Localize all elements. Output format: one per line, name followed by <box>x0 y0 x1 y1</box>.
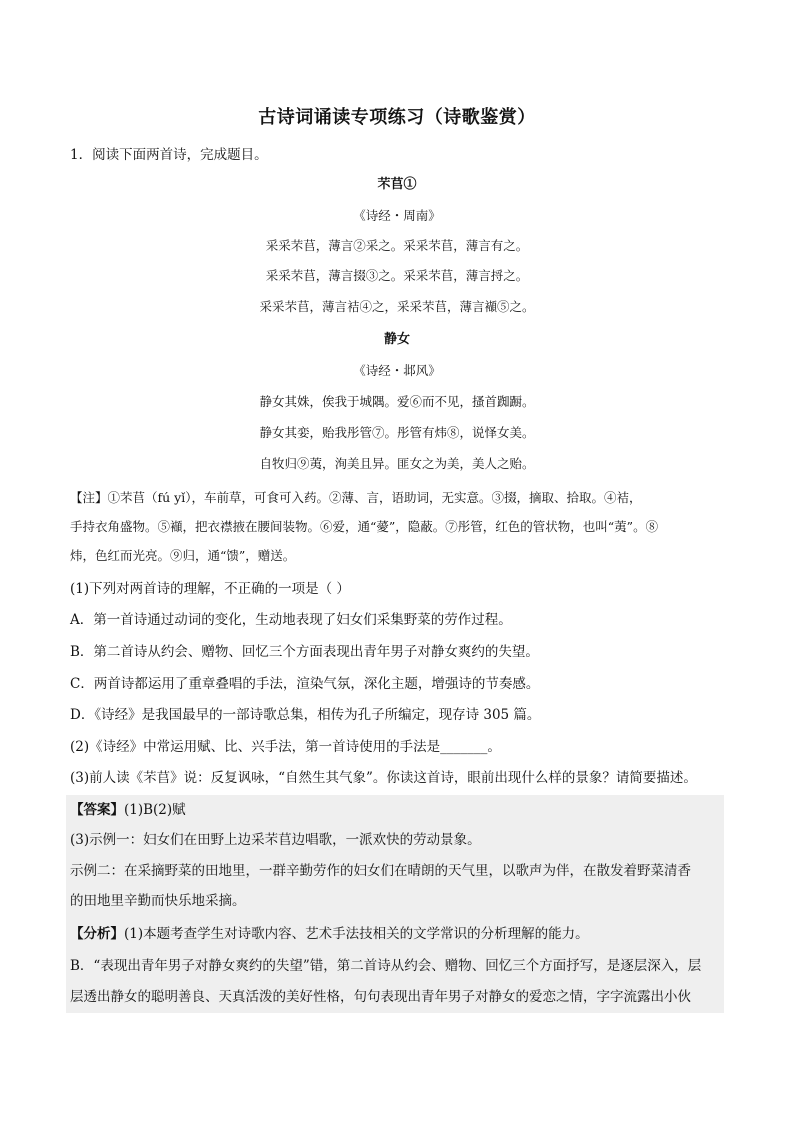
analysis-line <box>70 925 589 943</box>
notes-line: 【注】①芣苢（fú yǐ），车前草，可食可入药。②薄、言，语助词，无实意。③掇，摘取、拾取。④袺， <box>70 490 642 505</box>
answer-label: 【答案】 <box>70 802 124 818</box>
answer-example-2-cont: 的田地里辛勤而快乐地采摘。 <box>70 893 246 909</box>
poem1-title: 芣苢① <box>377 177 417 192</box>
option-d: D．《诗经》是我国最早的一部诗歌总集，相传为孔子所编定，现存诗 305 篇。 <box>70 707 541 723</box>
poem1-line: 采采芣苢，薄言袺④之，采采芣苢，薄言襭⑤之。 <box>259 299 535 314</box>
answer-text: (1)B(2)赋 <box>124 802 186 818</box>
answer-example-1: (3)示例一：妇女们在田野上边采芣苢边唱歌，一派欢快的劳动景象。 <box>70 832 481 848</box>
analysis-label: 【分析】 <box>70 926 124 942</box>
page-title: 古诗词诵读专项练习（诗歌鉴赏） <box>258 107 536 128</box>
question-1: (1)下列对两首诗的理解，不正确的一项是（ ） <box>70 581 350 597</box>
poem2-line: 静女其姝，俟我于城隅。爱⑥而不见，搔首踟蹰。 <box>259 394 535 409</box>
analysis-body: B．“表现出青年男子对静女爽约的失望”错，第二首诗从约会、赠物、回忆三个方面抒写，是逐层深入，层 <box>70 958 702 974</box>
poem2-source: 《诗经・邶风》 <box>353 363 441 378</box>
poem2-title: 静女 <box>383 332 410 347</box>
option-c: C．两首诗都运用了重章叠唱的手法，渲染气氛，深化主题，增强诗的节奏感。 <box>70 676 540 692</box>
notes-line: 炜，色红而光亮。⑨归，通“馈”，赠送。 <box>70 548 296 563</box>
poem1-line: 采采芣苢，薄言②采之。采采芣苢，薄言有之。 <box>265 238 529 253</box>
option-b: B．第二首诗从约会、赠物、回忆三个方面表现出青年男子对静女爽约的失望。 <box>70 644 539 660</box>
analysis-text: (1)本题考查学生对诗歌内容、艺术手法技相关的文学常识的分析理解的能力。 <box>124 926 589 942</box>
poem1-source: 《诗经・周南》 <box>353 208 441 223</box>
poem2-line: 自牧归⑨荑，洵美且异。匪女之为美，美人之贻。 <box>259 456 535 471</box>
answer-line <box>70 801 186 819</box>
notes-line: 手持衣角盛物。⑤襭，把衣襟掖在腰间装物。⑥爱，通“薆”，隐蔽。⑦彤管，红色的管状物，也叫“荑”。⑧ <box>70 519 659 534</box>
poem2-line: 静女其娈，贻我彤管⑦。彤管有炜⑧，说怿女美。 <box>259 425 535 440</box>
question-3: (3)前人读《芣苢》说：反复讽咏，“自然生其气象”。你读这首诗，眼前出现什么样的景象？请简要描述。 <box>70 770 697 786</box>
question-2: (2)《诗经》中常运用赋、比、兴手法，第一首诗使用的手法是_______。 <box>70 739 501 755</box>
analysis-body: 层透出静女的聪明善良、天真活泼的美好性格，句句表现出青年男子对静女的爱恋之情，字字流露出小伙 <box>70 989 691 1005</box>
poem1-line: 采采芣苢，薄言掇③之。采采芣苢，薄言捋之。 <box>265 268 529 283</box>
option-a: A．第一首诗通过动词的变化，生动地表现了妇女们采集野菜的劳作过程。 <box>70 612 512 628</box>
answer-example-2: 示例二：在采摘野菜的田地里，一群辛勤劳作的妇女们在晴朗的天气里，以歌声为伴，在散发着野菜清香 <box>70 863 691 879</box>
question-intro: 1．阅读下面两首诗，完成题目。 <box>70 147 268 163</box>
